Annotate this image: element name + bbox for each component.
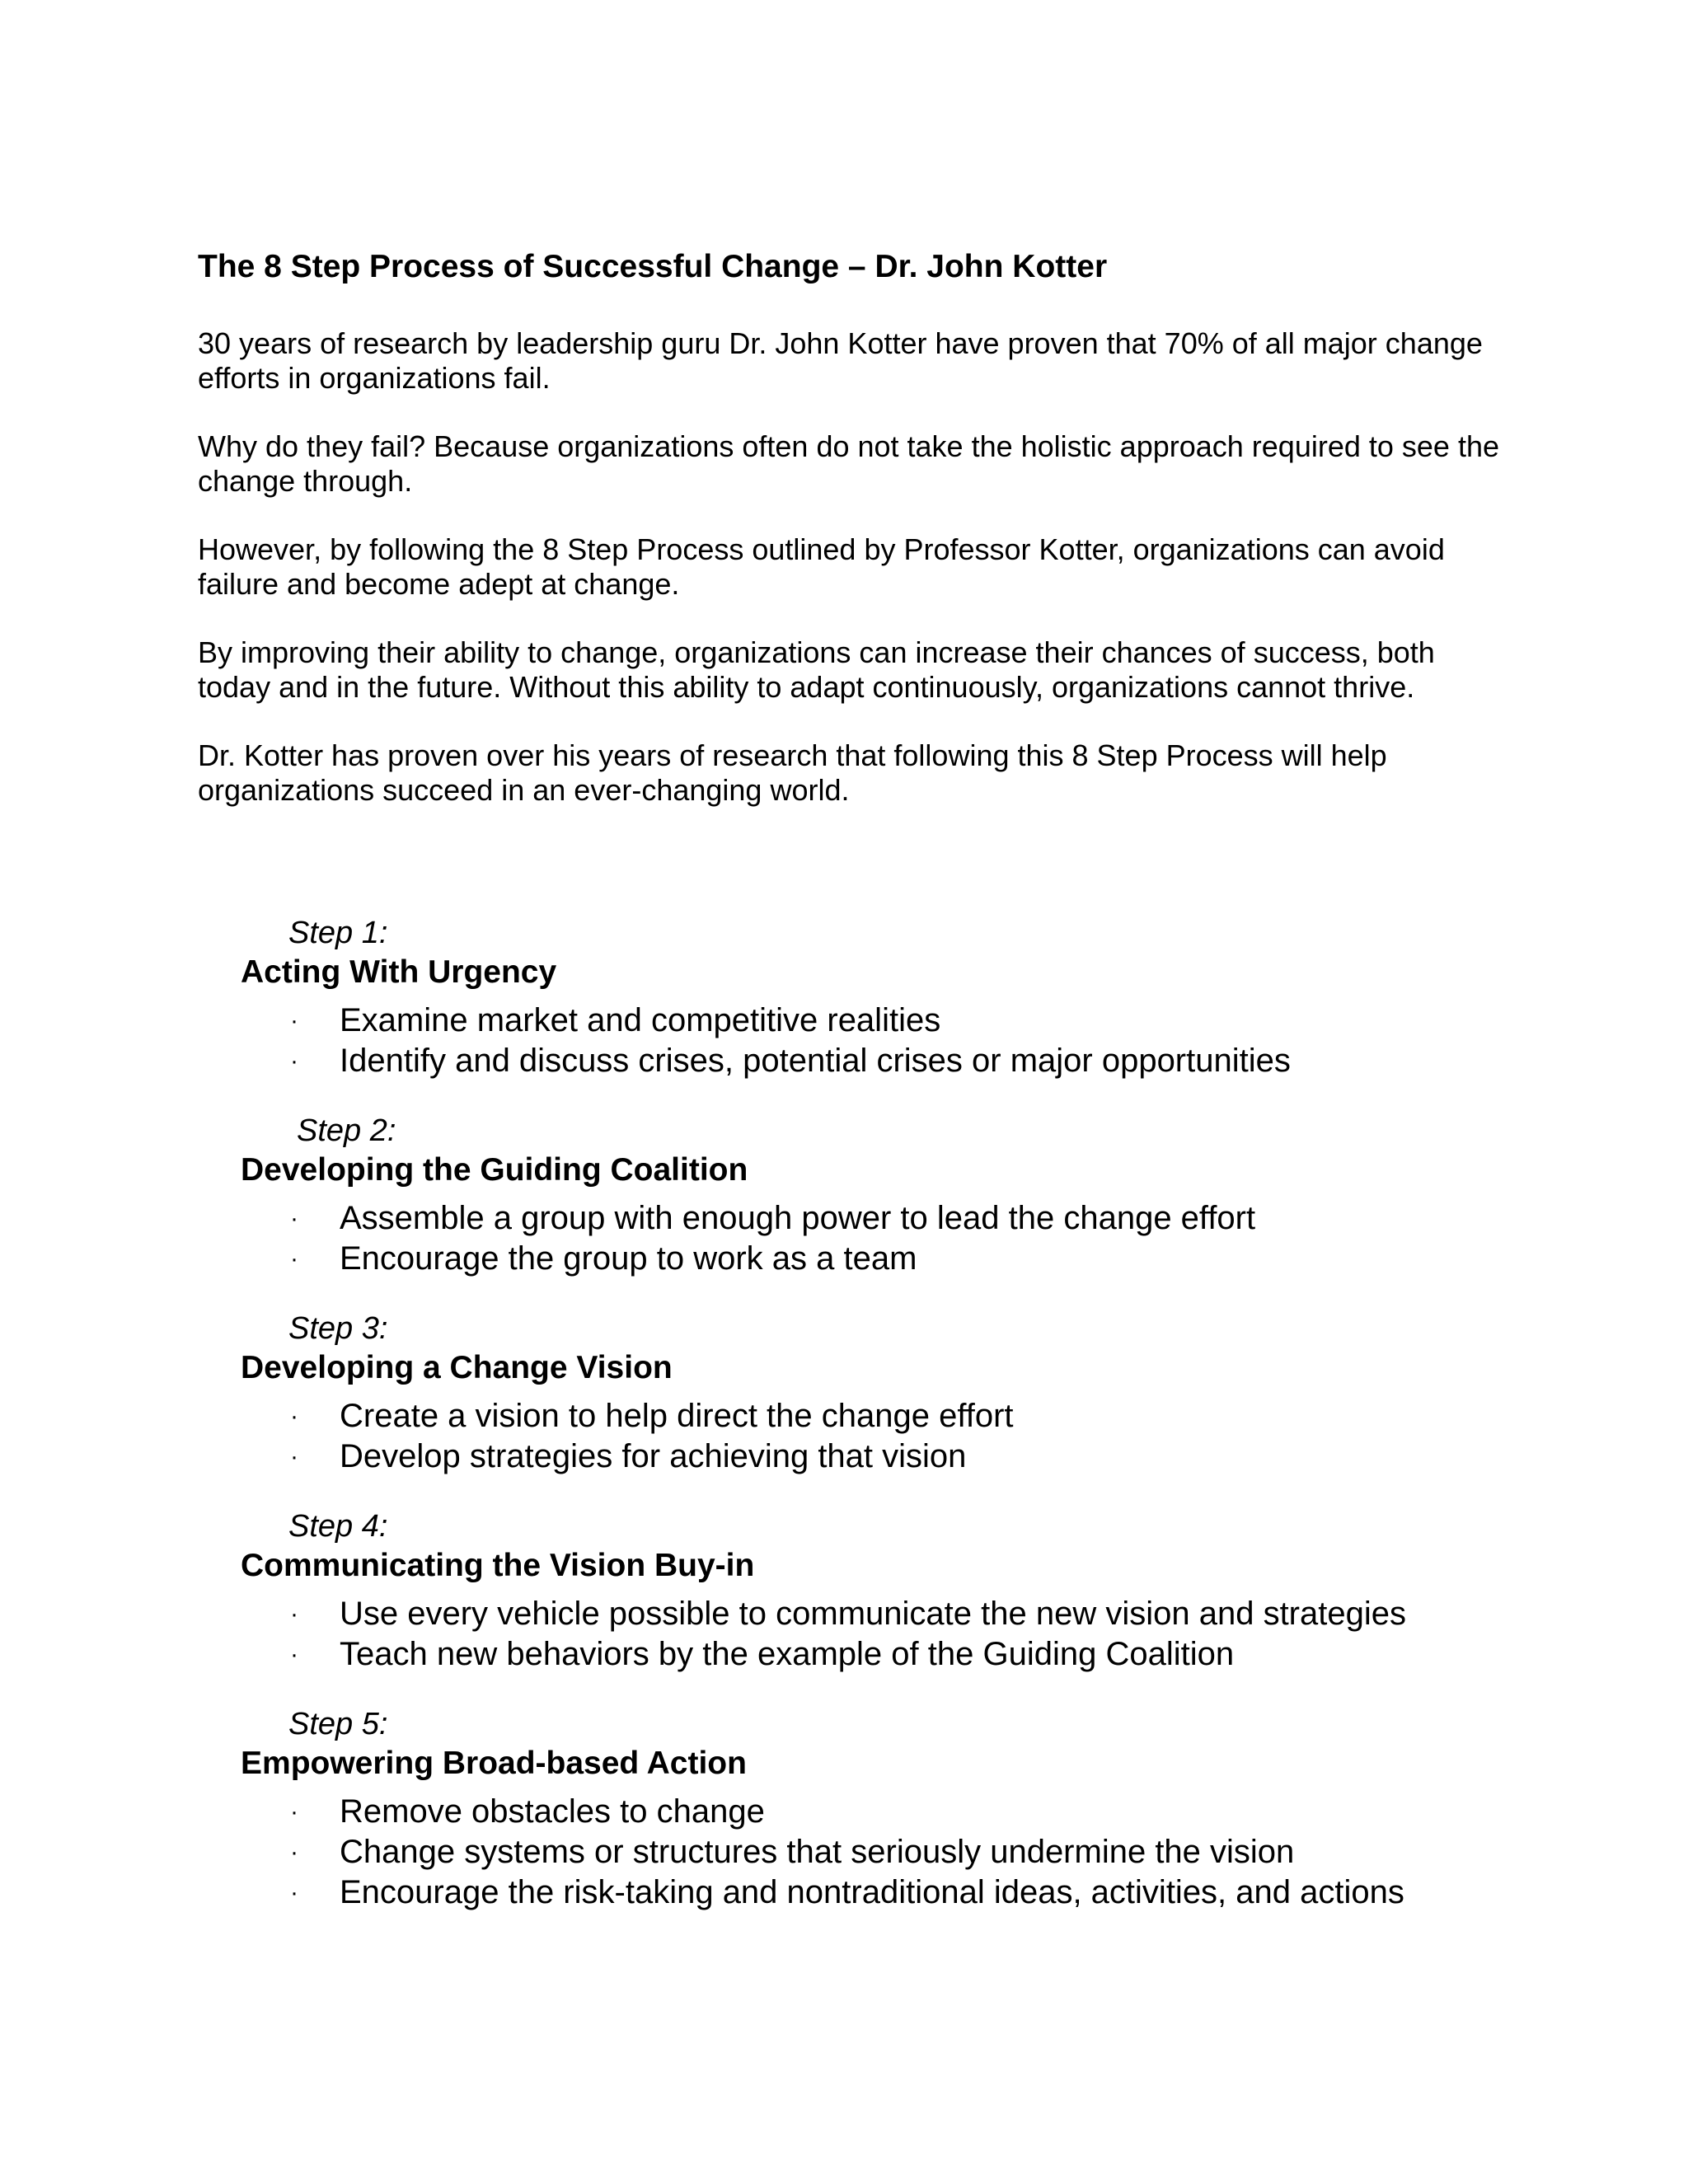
bullet-item	[0, 1792, 1688, 1832]
bullet-item	[0, 1396, 1688, 1436]
step-bullets	[0, 1198, 1688, 1279]
bullet-text: Use every vehicle possible to communicate the new vision and strategies	[340, 1596, 1406, 1632]
bullet-text: Change systems or structures that seriously undermine the vision	[340, 1834, 1295, 1870]
intro-paragraph: By improving their ability to change, organizations can increase their chances of success, both today and in the future. Without this ability to adapt continuously, organizations cannot thrive.	[198, 635, 1435, 704]
bullet-item	[0, 1001, 1688, 1041]
step-label: Step 4:	[288, 1509, 388, 1544]
intro-paragraph: Dr. Kotter has proven over his years of research that following this 8 Step Process will help organizations succeed in an ever-changing world.	[198, 738, 1387, 807]
bullet-icon: ·	[290, 1245, 298, 1272]
bullet-text: Identify and discuss crises, potential crises or major opportunities	[340, 1043, 1291, 1079]
bullet-text: Encourage the risk-taking and nontraditional ideas, activities, and actions	[340, 1874, 1404, 1910]
bullet-item	[0, 1832, 1688, 1872]
step-label: Step 1:	[288, 916, 388, 950]
bullet-text: Encourage the group to work as a team	[340, 1240, 917, 1277]
step-label: Step 5:	[288, 1707, 388, 1741]
step-bullets	[0, 1396, 1688, 1477]
bullet-item	[0, 1872, 1688, 1913]
intro-section	[198, 326, 1500, 841]
intro-paragraph: Why do they fail? Because organizations often do not take the holistic approach required to see the change through.	[198, 429, 1499, 498]
bullet-text: Develop strategies for achieving that vision	[340, 1438, 967, 1474]
bullet-icon: ·	[290, 1839, 298, 1866]
bullet-icon: ·	[290, 1047, 298, 1075]
bullet-item	[0, 1436, 1688, 1477]
intro-paragraph: 30 years of research by leadership guru Dr. John Kotter have proven that 70% of all major change efforts in organizations fail.	[198, 326, 1483, 395]
bullet-item	[0, 1198, 1688, 1239]
step-section	[0, 1507, 1688, 1675]
step-section	[0, 1704, 1688, 1913]
document-title: The 8 Step Process of Successful Change – Dr. John Kotter	[198, 249, 1108, 284]
step-title: Empowering Broad-based Action	[241, 1746, 747, 1781]
step-section	[0, 913, 1688, 1081]
bullet-item	[0, 1041, 1688, 1081]
bullet-icon: ·	[290, 1205, 298, 1232]
bullet-icon: ·	[290, 1641, 298, 1668]
bullet-item	[0, 1634, 1688, 1675]
bullet-text: Remove obstacles to change	[340, 1793, 765, 1830]
bullet-item	[0, 1239, 1688, 1279]
bullet-text: Assemble a group with enough power to lead the change effort	[340, 1200, 1256, 1236]
bullet-icon: ·	[290, 1879, 298, 1906]
bullet-text: Examine market and competitive realities	[340, 1002, 941, 1038]
bullet-icon: ·	[290, 1601, 298, 1628]
step-bullets	[0, 1594, 1688, 1675]
bullet-icon: ·	[290, 1798, 298, 1825]
bullet-item	[0, 1594, 1688, 1634]
step-label: Step 2:	[297, 1113, 396, 1148]
step-title: Acting With Urgency	[241, 954, 557, 990]
step-bullets	[0, 1001, 1688, 1081]
bullet-icon: ·	[290, 1007, 298, 1034]
step-label: Step 3:	[288, 1311, 388, 1346]
bullet-text: Teach new behaviors by the example of the Guiding Coalition	[340, 1636, 1235, 1672]
step-section	[0, 1111, 1688, 1279]
steps-list	[0, 913, 1688, 1943]
step-bullets	[0, 1792, 1688, 1913]
bullet-icon: ·	[290, 1443, 298, 1470]
bullet-text: Create a vision to help direct the change effort	[340, 1398, 1014, 1434]
step-title: Developing a Change Vision	[241, 1350, 673, 1385]
intro-paragraph: However, by following the 8 Step Process outlined by Professor Kotter, organizations can avoid failure and become adept at change.	[198, 532, 1445, 601]
step-section	[0, 1309, 1688, 1477]
step-title: Developing the Guiding Coalition	[241, 1152, 748, 1188]
step-title: Communicating the Vision Buy-in	[241, 1548, 755, 1583]
bullet-icon: ·	[290, 1403, 298, 1430]
